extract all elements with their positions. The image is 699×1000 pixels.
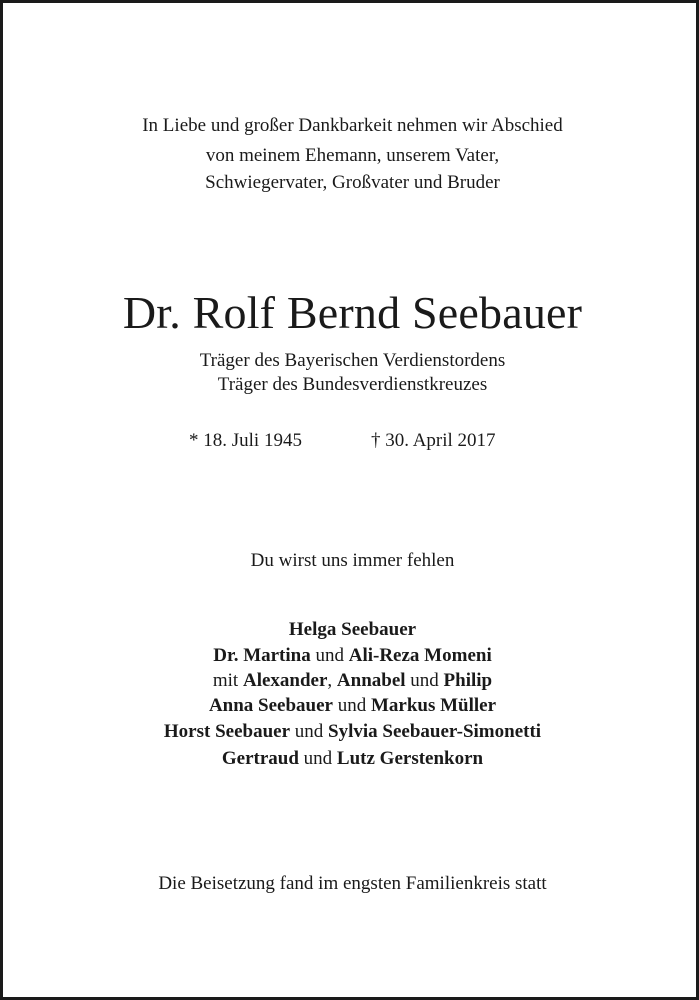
mourner-name: Anna Seebauer: [208, 695, 333, 716]
conjunction: und: [315, 645, 344, 666]
conjunction: und: [294, 721, 324, 742]
honor-line-1: Träger des Bayerischen Verdienstordens: [199, 350, 506, 371]
farewell-motto: Du wirst uns immer fehlen: [250, 550, 455, 571]
mourner-name: Markus Müller: [370, 695, 497, 716]
intro-line-1: In Liebe und großer Dankbarkeit nehmen wir Abschied: [142, 115, 563, 136]
conjunction: und: [337, 695, 367, 716]
burial-note: Die Beisetzung fand im engsten Familienkreis statt: [158, 873, 547, 894]
separator: ,: [327, 670, 333, 691]
conjunction: und: [410, 670, 439, 691]
mourner-name: Sylvia Seebauer-Simonetti: [328, 721, 542, 742]
mourner-line-3: [3, 668, 699, 694]
intro-line-3: Schwiegervater, Großvater und Bruder: [205, 172, 500, 193]
mourner-line-4: [3, 693, 699, 719]
mourner-line-6: [3, 746, 699, 772]
mourner-line-2: [3, 643, 699, 669]
mourner-name: Ali-Reza Momeni: [348, 645, 492, 666]
death-date: † 30. April 2017: [371, 430, 496, 451]
mourner-line-5: [3, 719, 699, 745]
intro-line-2: von meinem Ehemann, unserem Vater,: [205, 145, 500, 166]
mourner-name: Gertraud: [221, 748, 299, 769]
mourner-name: Helga Seebauer: [288, 619, 417, 640]
conjunction: mit: [212, 670, 239, 691]
deceased-name: Dr. Rolf Bernd Seebauer: [122, 287, 583, 338]
mourner-name: Alexander: [242, 670, 328, 691]
birth-date: * 18. Juli 1945: [189, 430, 302, 451]
mourner-name: Dr. Martina: [213, 645, 311, 666]
mourner-name: Philip: [443, 670, 493, 691]
honor-line-2: Träger des Bundesverdienstkreuzes: [217, 374, 488, 395]
mourner-name: Lutz Gerstenkorn: [336, 748, 484, 769]
mourner-line-1: [3, 617, 699, 643]
conjunction: und: [303, 748, 333, 769]
mourner-name: Annabel: [336, 670, 406, 691]
mourner-name: Horst Seebauer: [163, 721, 291, 742]
